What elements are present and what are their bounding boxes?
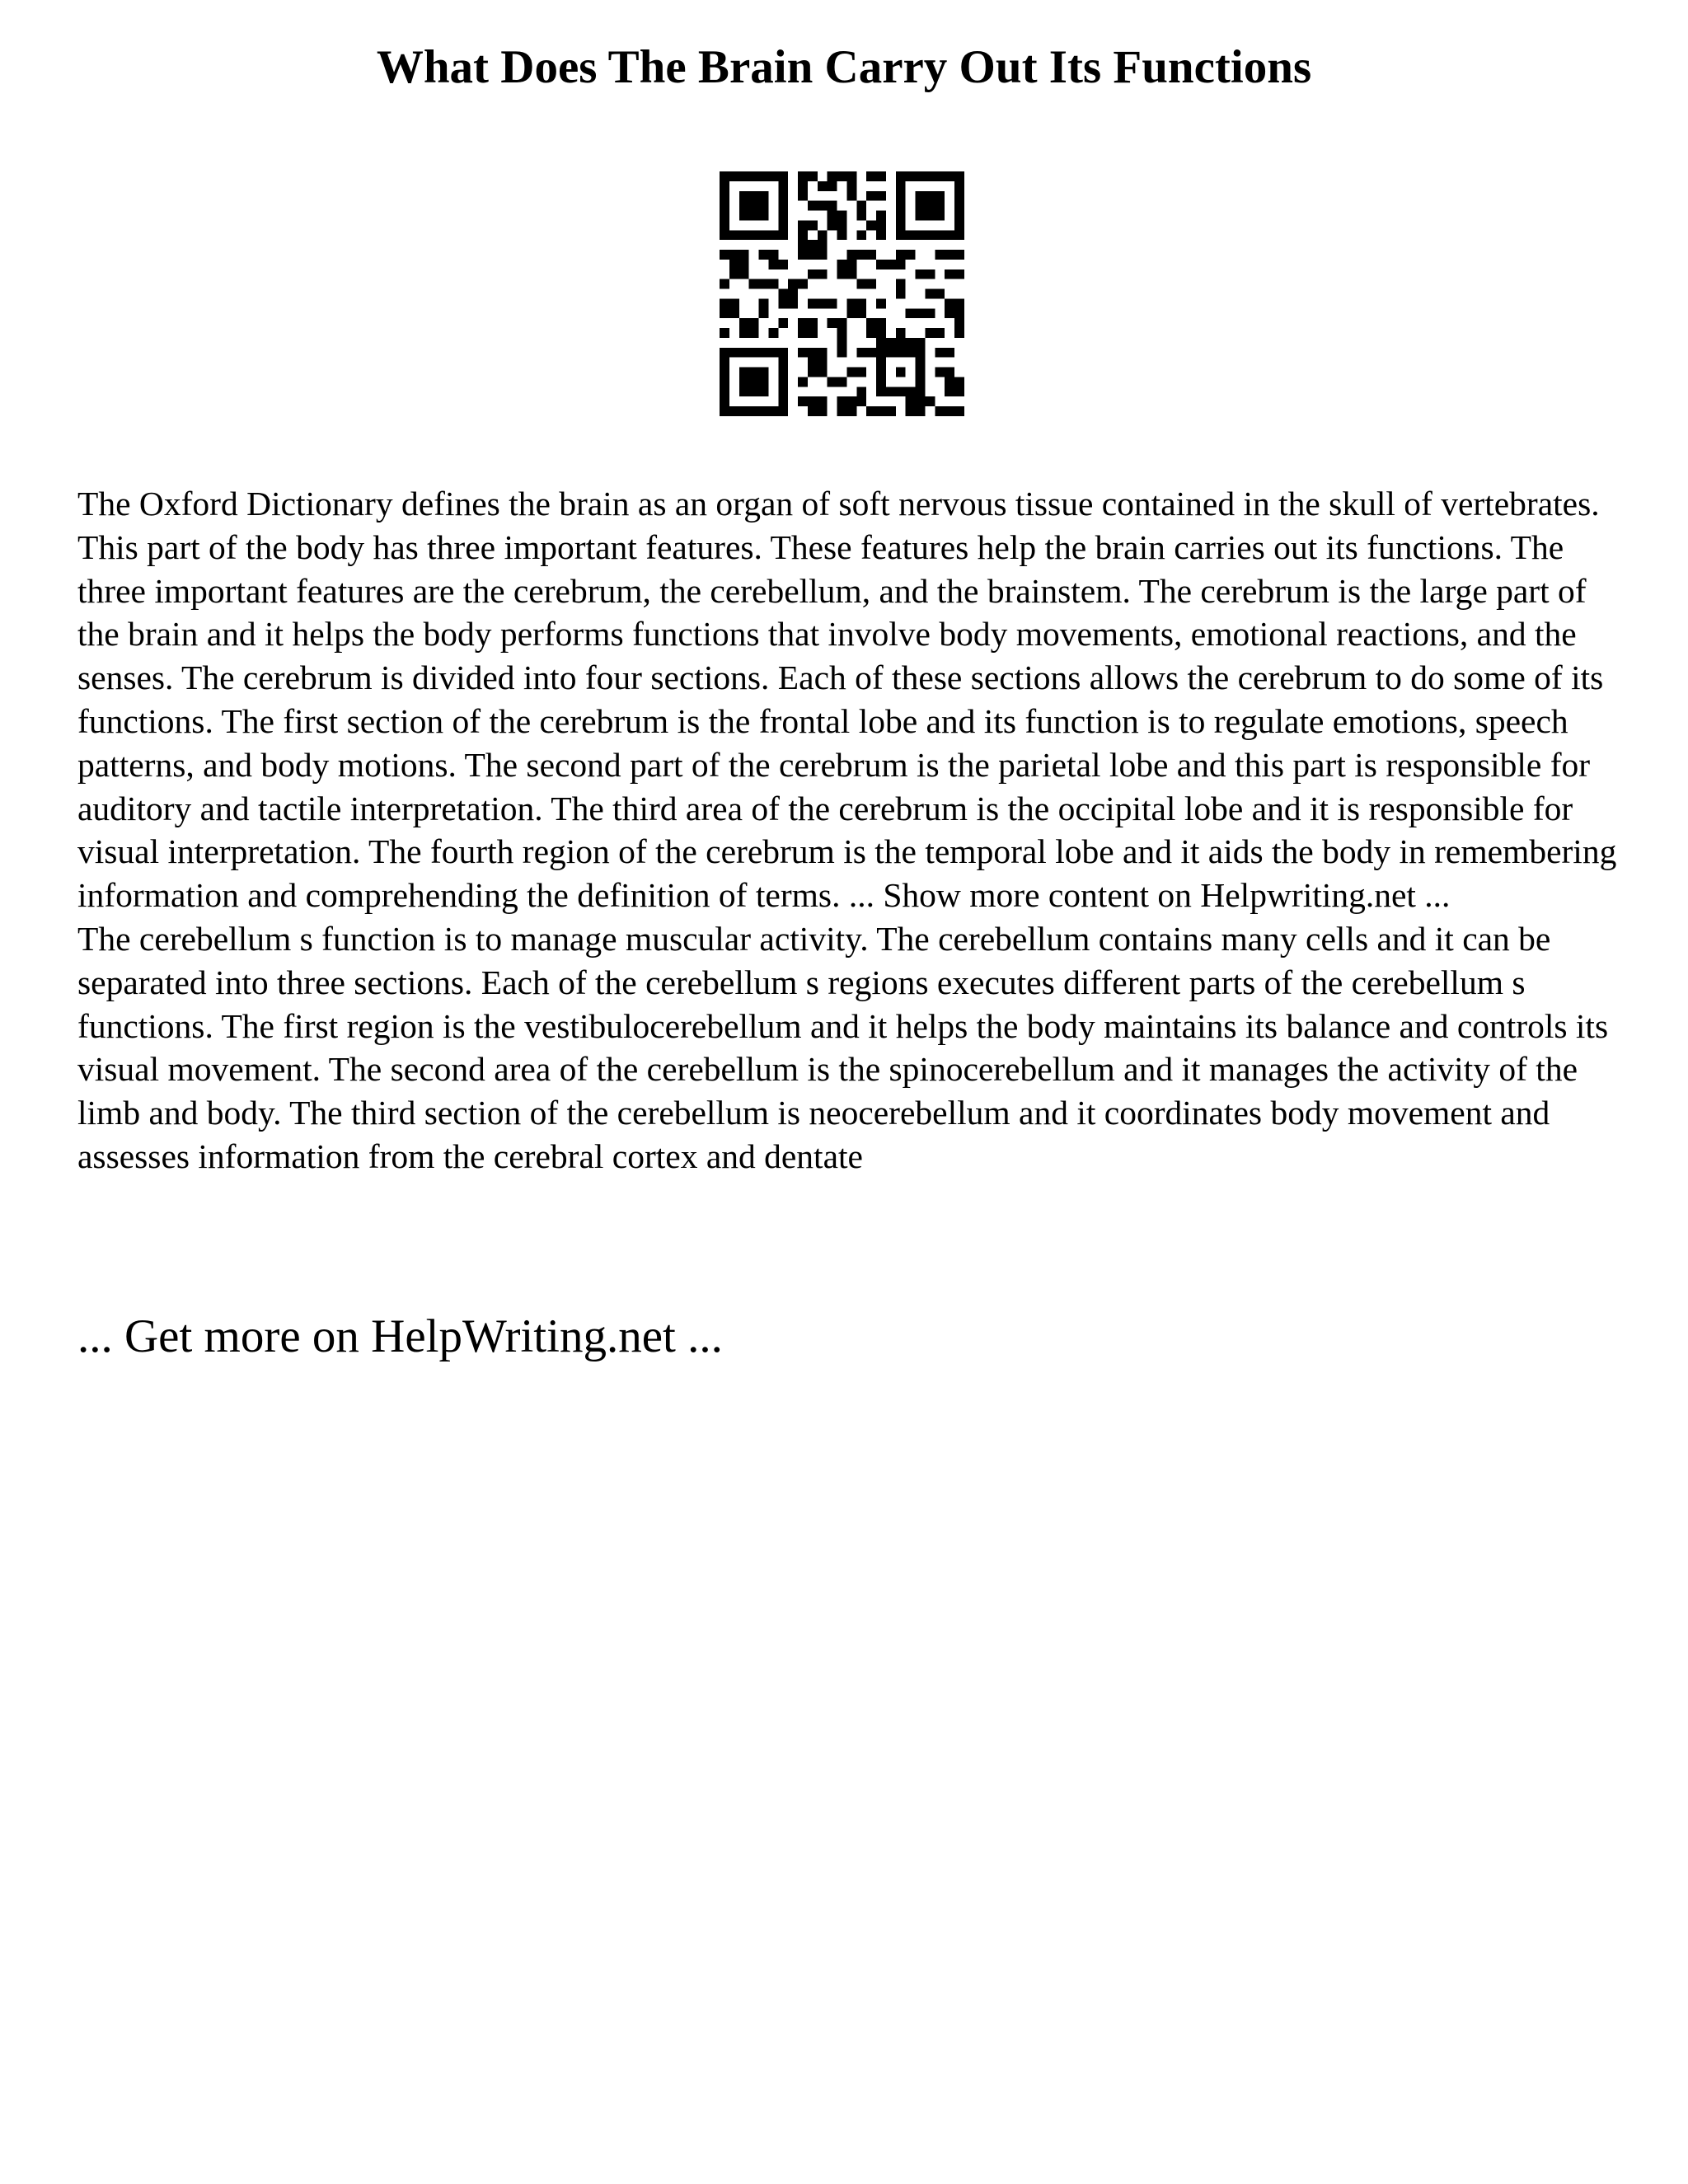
page-title: What Does The Brain Carry Out Its Functions xyxy=(376,41,1312,93)
article-paragraph: The cerebellum s function is to manage muscular activity. The cerebellum contains many cells and it can be separated into three sections. Each of the cerebellum s regions executes different parts of the cerebellum s functions. The first region is the vestibulocerebellum and it helps the body maintains its balance and controls its visual movement. The second area of the cerebellum is the spinocerebellum and it manages the activity of the limb and body. The third section of the cerebellum is neocerebellum and it coordinates body movement and assesses information from the cerebral cortex and dentate xyxy=(77,919,1609,1175)
article-body xyxy=(77,482,1627,1179)
article-paragraph: The Oxford Dictionary defines the brain as an organ of soft nervous tissue contained in the skull of vertebrates. This part of the body has three important features. These features help the brain carries out its functions. The three important features are the cerebrum, the cerebellum, and the brainstem. The cerebrum is the large part of the brain and it helps the body performs functions that involve body movements, emotional reactions, and the senses. The cerebrum is divided into four sections. Each of these sections allows the cerebrum to do some of its functions. The first section of the cerebrum is the frontal lobe and its function is to regulate emotions, speech patterns, and body motions. The second part of the cerebrum is the parietal lobe and this part is responsible for auditory and tactile interpretation. The third area of the cerebrum is the occipital lobe and it is responsible for visual interpretation. The fourth region of the cerebrum is the temporal lobe and it aids the body in remembering information and comprehending the definition of terms. ... Show more content on Helpwriting.net ... xyxy=(77,485,1617,915)
get-more-link[interactable]: ... Get more on HelpWriting.net ... xyxy=(77,1310,723,1362)
qr-code-icon xyxy=(720,171,964,416)
